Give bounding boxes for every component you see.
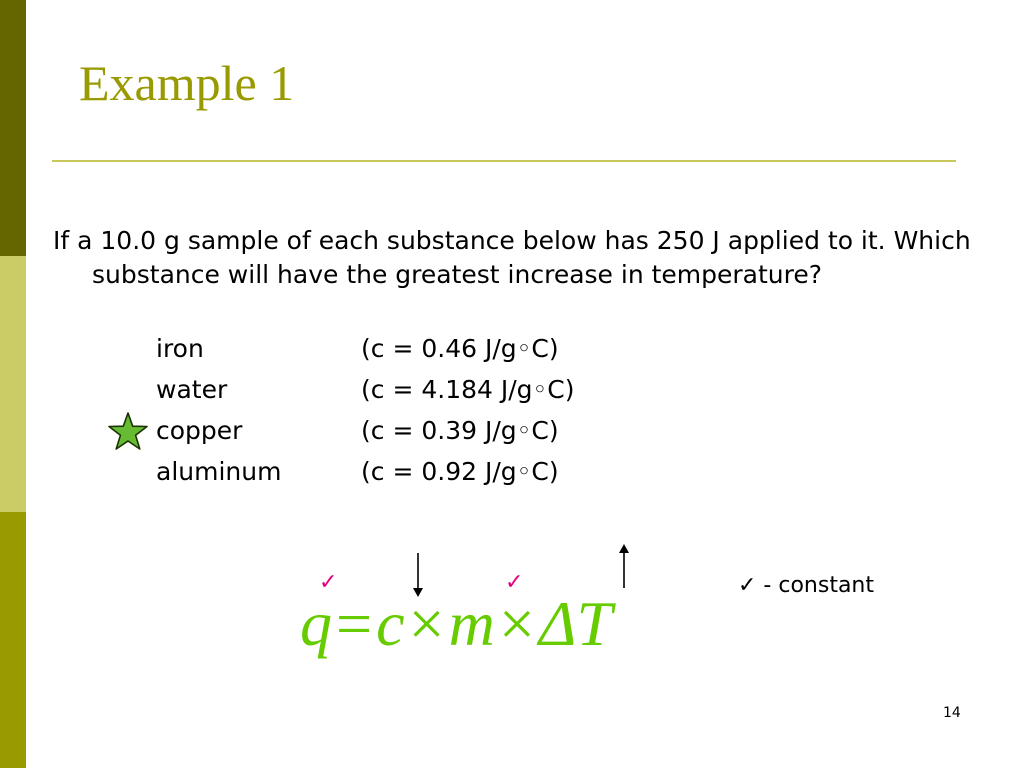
substance-name: iron [156,334,204,363]
formula-times: × [408,588,445,659]
heat-equation [300,584,612,664]
constant-legend: ✓ - constant [738,573,874,598]
formula-times: × [498,588,535,659]
specific-heat: (c = 0.46 J/g◦C) [361,334,559,363]
formula-q: q [300,588,332,659]
substance-name: aluminum [156,457,282,486]
formula-equals: = [336,588,373,659]
slide-title: Example 1 [79,55,295,111]
specific-heat: (c = 0.92 J/g◦C) [361,457,559,486]
star-icon [108,412,148,450]
side-strip-bottom [0,512,26,768]
page-number: 14 [943,705,961,721]
question-text: If a 10.0 g sample of each substance below has 250 J applied to it. Which substance will have the greatest increase in temperature? [53,226,971,289]
arrow-up-icon [616,543,632,589]
check-icon: ✓ [505,570,524,595]
substance-name: copper [156,416,243,445]
side-strip-top [0,0,26,256]
side-strip-middle [0,256,26,512]
check-icon: ✓ [319,570,338,595]
specific-heat: (c = 0.39 J/g◦C) [361,416,559,445]
specific-heat: (c = 4.184 J/g◦C) [361,375,575,404]
formula-c: c [376,588,405,659]
formula-delta-t: ΔT [538,588,613,659]
substance-name: water [156,375,228,404]
title-divider [52,160,956,162]
formula-m: m [448,588,495,659]
